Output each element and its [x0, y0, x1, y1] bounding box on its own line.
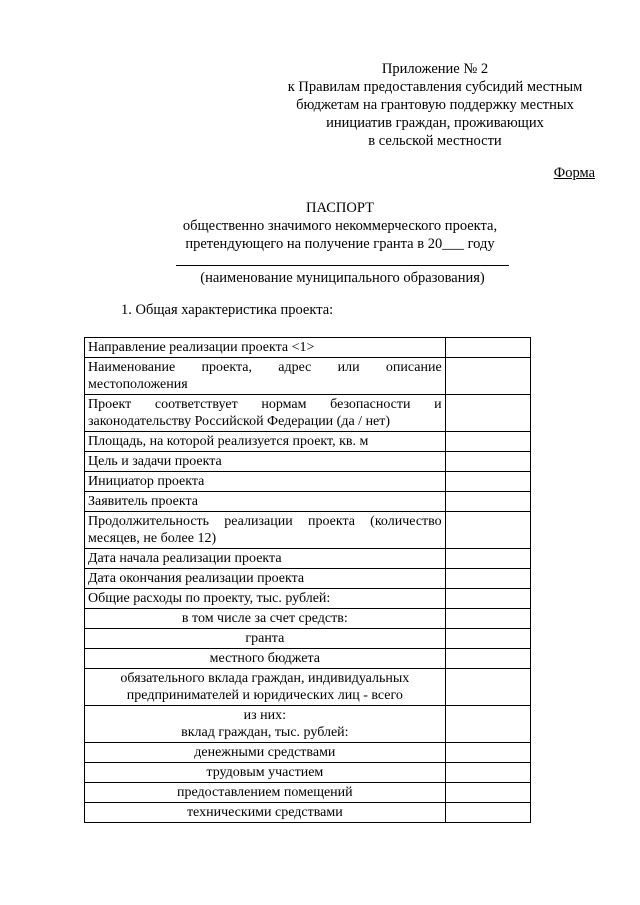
row-value[interactable]: [445, 629, 530, 649]
table-row: [85, 743, 531, 763]
title-line-2: претендующего на получение гранта в 20___ году: [185, 236, 495, 252]
row-value[interactable]: [445, 492, 530, 512]
row-label: обязательного вклада граждан, индивидуальных предпринимателей и юридических лиц - всего: [85, 669, 446, 706]
table-row: [85, 338, 531, 358]
table-row: [85, 669, 531, 706]
table-row: [85, 549, 531, 569]
table-row: [85, 589, 531, 609]
row-label: трудовым участием: [85, 763, 446, 783]
row-label: денежными средствами: [85, 743, 446, 763]
row-value[interactable]: [445, 395, 530, 432]
table-row: [85, 358, 531, 395]
row-label: Наименование проекта, адрес или описание местоположения: [85, 358, 446, 395]
table-row: [85, 706, 531, 743]
row-value[interactable]: [445, 803, 530, 823]
row-value[interactable]: [445, 743, 530, 763]
row-label: Площадь, на которой реализуется проект, кв. м: [85, 432, 446, 452]
table-row: [85, 763, 531, 783]
row-label: Дата начала реализации проекта: [85, 549, 446, 569]
table-row: [85, 472, 531, 492]
title-line-1: общественно значимого некоммерческого проекта,: [182, 218, 498, 234]
section-title: 1. Общая характеристика проекта:: [121, 302, 334, 318]
row-value[interactable]: [445, 549, 530, 569]
row-value[interactable]: [445, 649, 530, 669]
row-label: гранта: [85, 629, 446, 649]
annex-header: [270, 60, 600, 150]
row-value[interactable]: [445, 432, 530, 452]
table-row: [85, 432, 531, 452]
table-row: [85, 783, 531, 803]
table-row: [85, 512, 531, 549]
row-label: Продолжительность реализации проекта (количество месяцев, не более 12): [85, 512, 446, 549]
row-label: предоставлением помещений: [85, 783, 446, 803]
row-value[interactable]: [445, 452, 530, 472]
row-label: Проект соответствует нормам безопасности и законодательству Российской Федерации (да / нет): [85, 395, 446, 432]
table-row: [85, 452, 531, 472]
row-label: техническими средствами: [85, 803, 446, 823]
row-label: Инициатор проекта: [85, 472, 446, 492]
municipality-caption: (наименование муниципального образования): [176, 265, 509, 287]
row-value[interactable]: [445, 783, 530, 803]
row-value[interactable]: [445, 512, 530, 549]
row-value[interactable]: [445, 358, 530, 395]
row-value[interactable]: [445, 763, 530, 783]
row-label: Заявитель проекта: [85, 492, 446, 512]
table-row: [85, 803, 531, 823]
row-label: Дата окончания реализации проекта: [85, 569, 446, 589]
form-label: Форма: [553, 165, 595, 181]
table-row: [85, 649, 531, 669]
row-label: местного бюджета: [85, 649, 446, 669]
table-row: [85, 629, 531, 649]
row-value[interactable]: [445, 338, 530, 358]
row-value[interactable]: [445, 472, 530, 492]
title-heading: ПАСПОРТ: [306, 200, 374, 216]
row-value[interactable]: [445, 609, 530, 629]
row-label: Цель и задачи проекта: [85, 452, 446, 472]
table-row: [85, 395, 531, 432]
row-value[interactable]: [445, 569, 530, 589]
annex-line: бюджетам на грантовую поддержку местных: [296, 97, 574, 113]
annex-line: Приложение № 2: [381, 61, 489, 77]
table-row: [85, 569, 531, 589]
table-row: [85, 609, 531, 629]
row-value[interactable]: [445, 669, 530, 706]
row-value[interactable]: [445, 589, 530, 609]
row-label: из них: вклад граждан, тыс. рублей:: [85, 706, 446, 743]
annex-line: в сельской местности: [368, 133, 502, 149]
row-label: в том числе за счет средств:: [85, 609, 446, 629]
row-label: Направление реализации проекта <1>: [85, 338, 446, 358]
table-row: [85, 492, 531, 512]
row-label: Общие расходы по проекту, тыс. рублей:: [85, 589, 446, 609]
row-value[interactable]: [445, 706, 530, 743]
annex-line: к Правилам предоставления субсидий местным: [287, 79, 583, 95]
passport-table: [84, 337, 531, 823]
document-title: [120, 199, 560, 253]
annex-line: инициатив граждан, проживающих: [326, 115, 544, 131]
